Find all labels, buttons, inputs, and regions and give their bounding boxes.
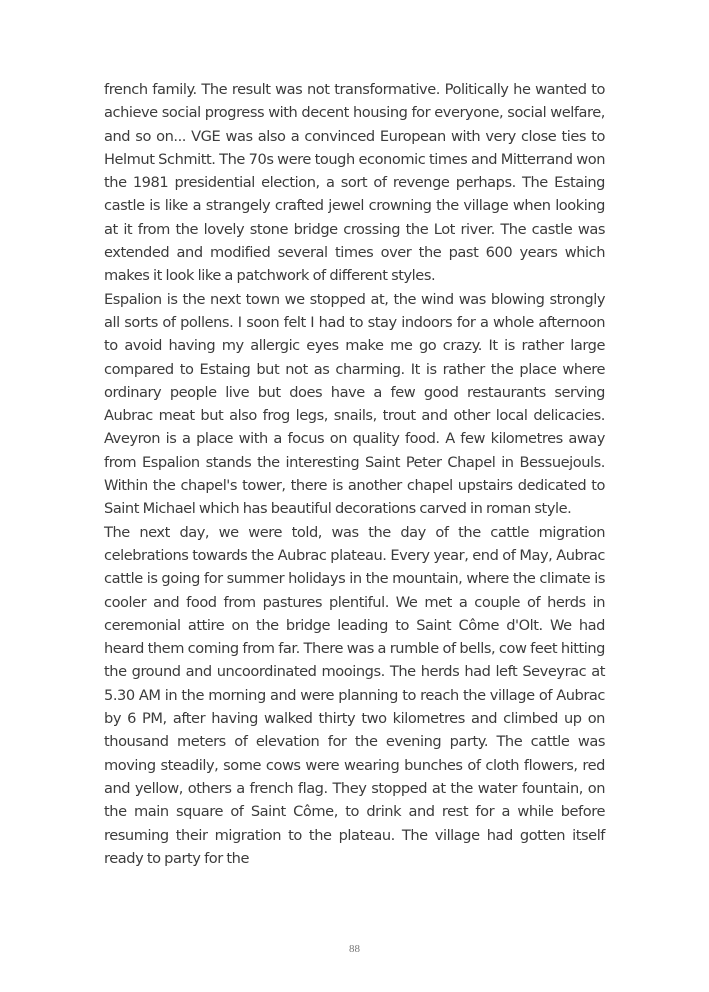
body-text <box>104 78 605 870</box>
page-number: 88 <box>349 943 360 955</box>
paragraph-cattle-migration: The next day, we were told, was the day of the cattle migration celebrations towards the Aubrac plateau. Every year, end of May, Aubrac cattle is going for summer holidays in the mountain, where the climate is cooler and food from pastures plentiful. We met a couple of herds in ceremonial attire on the bridge leading to Saint Côme d'Olt. We had heard them coming from far. There was a rumble of bells, cow feet hitting the ground and uncoordinated mooings. The herds had left Seveyrac at 5.30 AM in the morning and were planning to reach the village of Aubrac by 6 PM, after having walked thirty two kilometres and climbed up on thousand meters of elevation for the evening party. The cattle was moving steadily, some cows were wearing bunches of cloth flowers, red and yellow, others a french flag. They stopped at the water fountain, on the main square of Saint Côme, to drink and rest for a while before resuming their migration to the plateau. The village had gotten itself ready to party for the <box>104 523 605 867</box>
paragraph-estaing: french family. The result was not transformative. Politically he wanted to achieve social progress with decent housing for everyone, social welfare, and so on... VGE was also a convinced European with very close ties to Helmut Schmitt. The 70s were tough economic times and Mitterrand won the 1981 presidential election, a sort of revenge perhaps. The Estaing castle is like a strangely crafted jewel crowning the village when looking at it from the lovely stone bridge crossing the Lot river. The castle was extended and modified several times over the past 600 years which makes it look like a patchwork of different styles. <box>104 81 605 285</box>
paragraph-espalion: Espalion is the next town we stopped at, the wind was blowing strongly all sorts of pollens. I soon felt I had to stay indoors for a whole afternoon to avoid having my allergic eyes make me go crazy. It is rather large compared to Estaing but not as charming. It is rather the place where ordinary people live but does have a few good restaurants serving Aubrac meat but also frog legs, snails, trout and other local delicacies. Aveyron is a place with a focus on quality food. A few kilometres away from Espalion stands the interesting Saint Peter Chapel in Bessuejouls. Within the chapel's tower, there is another chapel upstairs dedicated to Saint Michael which has beautiful decorations carved in roman style. <box>104 290 605 518</box>
